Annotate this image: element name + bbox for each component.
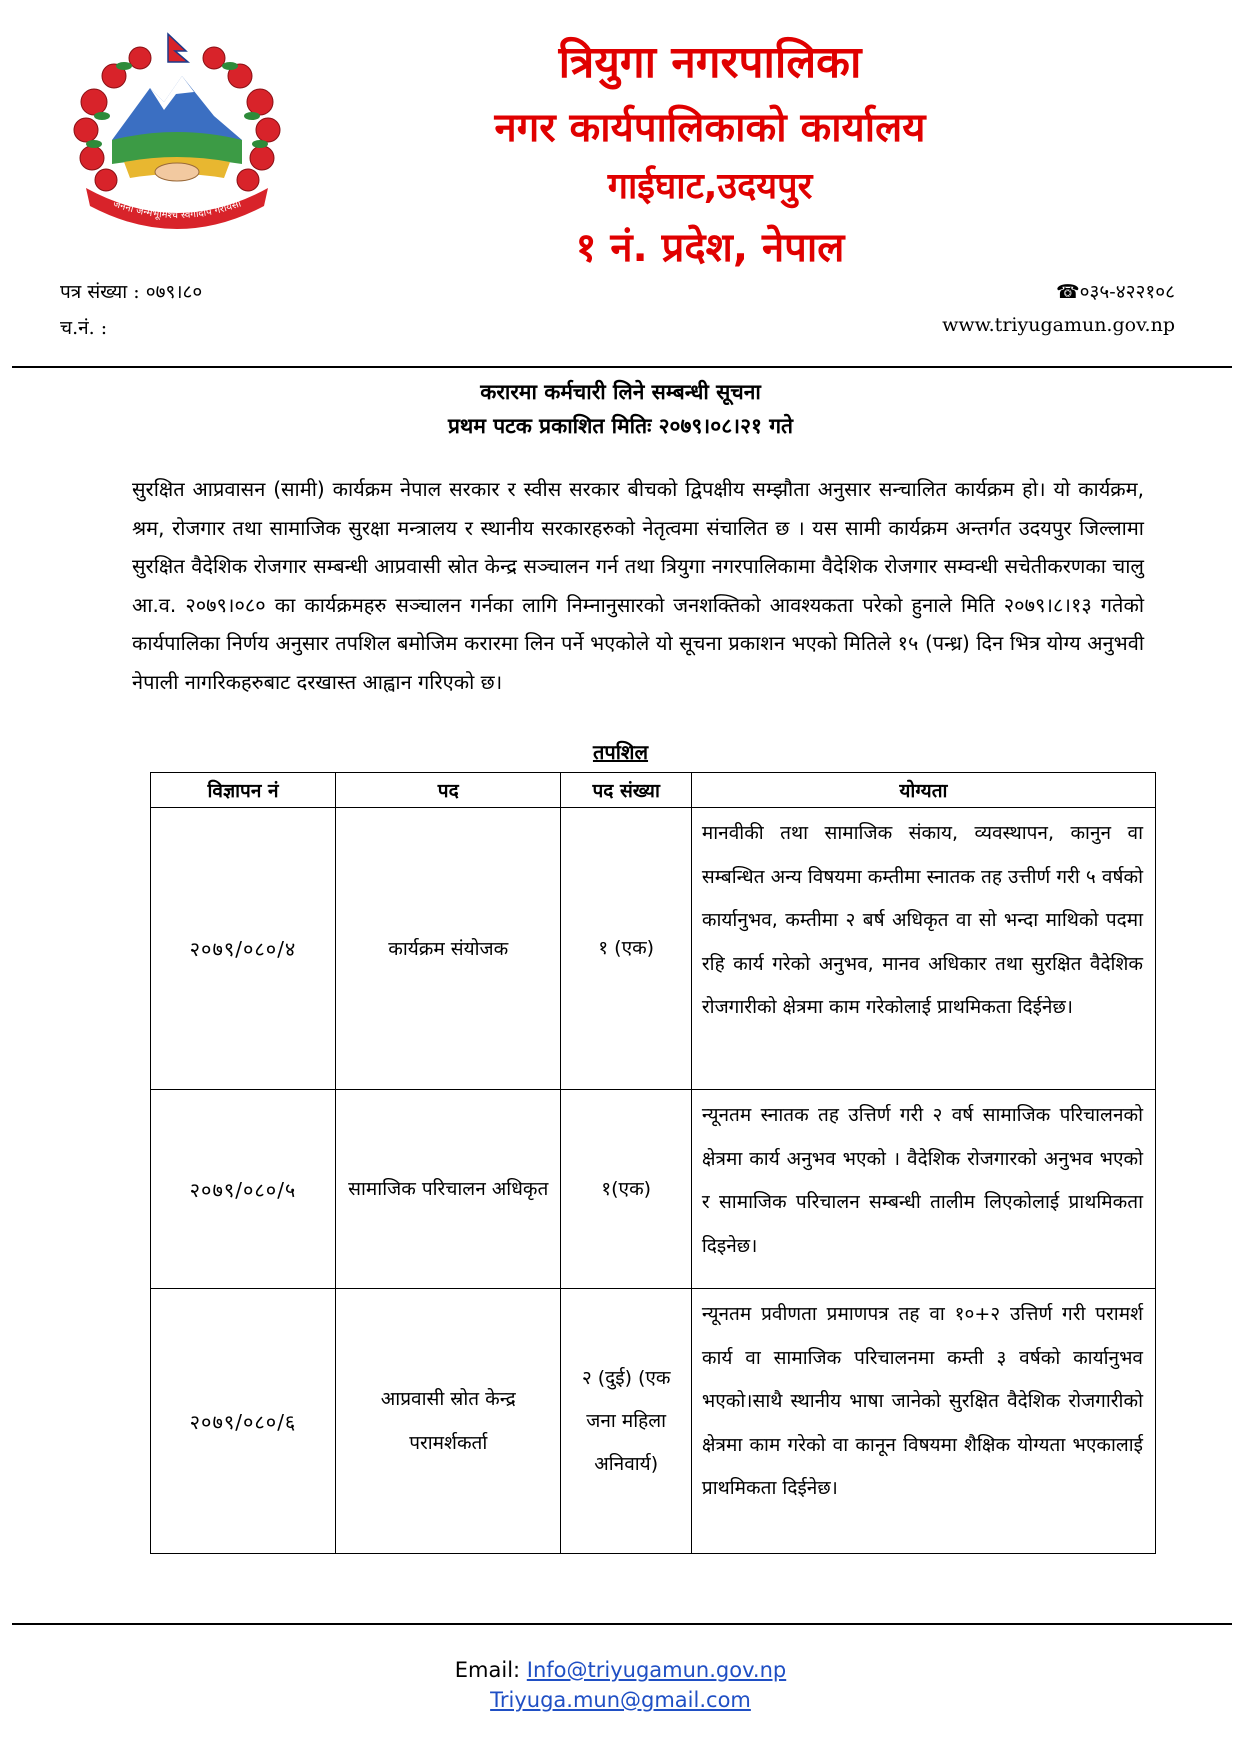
header-post: पद <box>336 773 561 808</box>
telephone-icon: ☎ <box>1055 281 1080 303</box>
notice-subject: करारमा कर्मचारी लिने सम्बन्धी सूचना <box>480 380 761 404</box>
email-link-gmail[interactable]: Triyuga.mun@gmail.com <box>490 1688 751 1712</box>
email-label: Email: <box>454 1658 527 1682</box>
post-count: २ (दुई) (एक जना महिला अनिवार्य) <box>561 1289 691 1554</box>
website-url: www.triyugamun.gov.np <box>942 314 1175 336</box>
post-count: १(एक) <box>561 1090 691 1289</box>
vacancy-table <box>150 772 1156 1554</box>
province-country: १ नं. प्रदेश, नेपाल <box>575 225 845 271</box>
table-row <box>151 1090 1156 1289</box>
qualification: न्यूनतम प्रवीणता प्रमाणपत्र तह वा १०+२ उत्तिर्ण गरी परामर्श कार्य वा सामाजिक परिचालनमा कम्ती ३ वर्षको कार्यानुभव भएको।साथै स्थानीय भाषा जानेको सुरक्षित वैदेशिक रोजगारीको क्षेत्रमा काम गरेको वा कानून विषयमा शैक्षिक योग्यता भएकालाई प्राथमिकता दिईनेछ। <box>691 1289 1155 1554</box>
schedule-title: तपशिल <box>592 740 649 764</box>
post-count: १ (एक) <box>561 808 691 1090</box>
notice-body: सुरक्षित आप्रवासन (सामी) कार्यक्रम नेपाल सरकार र स्वीस सरकार बीचको द्विपक्षीय सम्झौता अनुसार सन्चालित कार्यक्रम हो। यो कार्यक्रम, श्रम, रोजगार तथा सामाजिक सुरक्षा मन्त्रालय र स्थानीय सरकारहरुको नेतृत्वमा संचालित छ । यस सामी कार्यक्रम अन्तर्गत उदयपुर जिल्लामा सुरक्षित वैदेशिक रोजगार सम्बन्धी आप्रवासी स्रोत केन्द्र सञ्चालन गर्न तथा त्रियुगा नगरपालिकामा वैदेशिक रोजगार सम्वन्धी सचेतीकरणका चालु आ.व. २०७९।०८० का कार्यक्रमहरु सञ्चालन गर्नका लागि निम्नानुसारको जनशक्तिको आवश्यकता परेको हुनाले मिति २०७९।८।१३ गतेको कार्यपालिका निर्णय अनुसार तपशिल बमोजिम करारमा लिन पर्ने भएकोले यो सूचना प्रकाशन भएको मितिले १५ (पन्ध्र) दिन भित्र योग्य अनुभवी नेपाली नागरिकहरुबाट दरखास्त आह्वान गरिएको छ। <box>132 477 1144 694</box>
header-qualification: योग्यता <box>691 773 1155 808</box>
post-name: कार्यक्रम संयोजक <box>336 808 561 1090</box>
notice-publish-date: प्रथम पटक प्रकाशित मितिः २०७९।०८।२१ गते <box>447 414 794 438</box>
office-name: नगर कार्यपालिकाको कार्यालय <box>494 105 926 151</box>
table-header-row <box>151 773 1156 808</box>
phone-number <box>1056 278 1175 304</box>
ad-number: २०७९/०८०/६ <box>151 1289 336 1554</box>
post-name: आप्रवासी स्रोत केन्द्र परामर्शकर्ता <box>336 1289 561 1554</box>
footer-contact <box>0 1655 1241 1715</box>
svg-text:जननी जन्मभूमिश्च स्वर्गादपि गर: जननी जन्मभूमिश्च स्वर्गादपि गरीयसी <box>111 198 243 222</box>
letter-number: पत्र संख्या : ०७९।८० <box>60 281 203 303</box>
dispatch-number: च.नं. : <box>60 317 108 339</box>
header-ad-number: विज्ञापन नं <box>151 773 336 808</box>
header-post-count: पद संख्या <box>561 773 691 808</box>
ad-number: २०७९/०८०/५ <box>151 1090 336 1289</box>
post-name: सामाजिक परिचालन अधिकृत <box>336 1090 561 1289</box>
office-address: गाईघाट,उदयपुर <box>607 166 813 207</box>
municipality-name: त्रियुगा नगरपालिका <box>558 37 862 88</box>
qualification: मानवीकी तथा सामाजिक संकाय, व्यवस्थापन, कानुन वा सम्बन्धित अन्य विषयमा कम्तीमा स्नातक तह उत्तीर्ण गरी ५ वर्षको कार्यानुभव, कम्तीमा २ बर्ष अधिकृत वा सो भन्दा माथिको पदमा रहि कार्य गरेको अनुभव, मानव अधिकार तथा सुरक्षित वैदेशिक रोजगारीको क्षेत्रमा काम गरेकोलाई प्राथमिकता दिईनेछ। <box>691 808 1155 1090</box>
nepal-emblem-icon <box>64 32 290 232</box>
footer-divider <box>12 1623 1232 1625</box>
qualification: न्यूनतम स्नातक तह उत्तिर्ण गरी २ वर्ष सामाजिक परिचालनको क्षेत्रमा कार्य अनुभव भएको । वैदेशिक रोजगारको अनुभव भएको र सामाजिक परिचालन सम्बन्धी तालीम लिएकोलाई प्राथमिकता दिइनेछ। <box>691 1090 1155 1289</box>
table-row <box>151 1289 1156 1554</box>
email-link-info[interactable]: Info@triyugamun.gov.np <box>526 1658 787 1682</box>
ad-number: २०७९/०८०/४ <box>151 808 336 1090</box>
table-row <box>151 808 1156 1090</box>
phone-text: ०३५-४२२१०८ <box>1079 281 1175 303</box>
header-divider <box>12 366 1232 368</box>
